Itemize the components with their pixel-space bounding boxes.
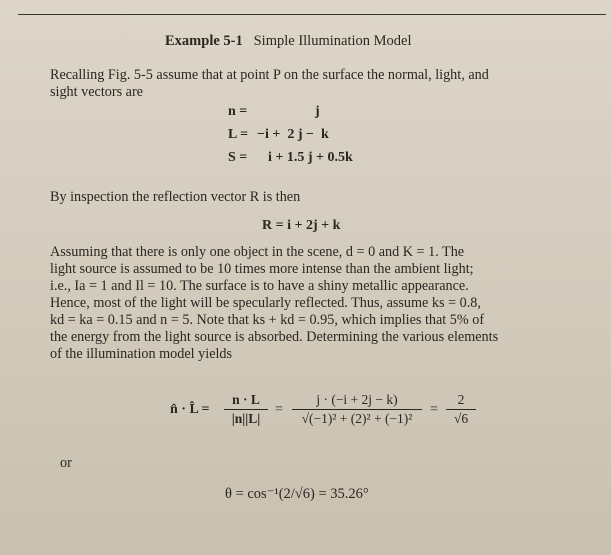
assume-line-1: Assuming that there is only one object in the scene, d = 0 and K = 1. The: [50, 244, 465, 260]
example-title: Simple Illumination Model: [253, 33, 412, 49]
or-label: or: [60, 455, 72, 471]
example-heading: [165, 33, 412, 49]
assume-line-6: the energy from the light source is absorbed. Determining the various elements: [50, 329, 499, 345]
fraction-dot-bar: [292, 409, 422, 410]
assume-line-4: Hence, most of the light will be specularly reflected. Thus, assume ks = 0.8,: [50, 295, 481, 311]
fraction-nL-bar: [224, 409, 268, 410]
vector-S-rhs: i + 1.5 j + 0.5k: [268, 150, 353, 165]
fraction-result: [446, 392, 476, 427]
equals-sign-2: =: [430, 402, 438, 417]
assume-line-2: light source is assumed to be 10 times more intense than the ambient light;: [50, 261, 474, 277]
fraction-dot-numerator: j · (−i + 2j − k): [316, 392, 398, 407]
fraction-result-denominator: √6: [453, 411, 469, 426]
vector-L-rhs: −i + 2 j − k: [257, 127, 329, 142]
assume-line-7: of the illumination model yields: [50, 346, 233, 362]
inspection-text: By inspection the reflection vector R is then: [50, 189, 301, 205]
fraction-nL-denominator: |n||L|: [231, 411, 261, 426]
intro-line-1: Recalling Fig. 5-5 assume that at point P on the surface the normal, light, and: [50, 67, 489, 83]
fraction-result-bar: [446, 409, 476, 410]
intro-line-2: sight vectors are: [50, 84, 143, 100]
equals-sign-1: =: [275, 402, 283, 417]
vector-L-lhs: L =: [228, 127, 249, 142]
vector-S-lhs: S =: [228, 150, 248, 165]
vector-n-lhs: n =: [228, 104, 248, 119]
fraction-result-numerator: 2: [457, 392, 465, 407]
assume-line-5: kd = ka = 0.15 and n = 5. Note that ks + kd = 0.95, which implies that 5% of: [50, 312, 485, 328]
top-rule: [18, 14, 606, 15]
fraction-nL: [224, 392, 268, 427]
fraction-dot-denominator: √(−1)² + (2)² + (−1)²: [301, 411, 413, 426]
assume-line-3: i.e., Ia = 1 and Il = 10. The surface is to have a shiny metallic appearance.: [50, 278, 469, 294]
dot-lhs: n̂ · L̂ =: [170, 402, 210, 417]
example-label: Example 5-1: [165, 33, 243, 49]
fraction-dot: [292, 392, 422, 427]
reflection-equation: R = i + 2j + k: [262, 218, 341, 233]
theta-equation: θ = cos⁻¹(2/√6) = 35.26°: [225, 486, 369, 502]
vector-n-rhs: j: [315, 104, 320, 119]
fraction-nL-numerator: n · L: [232, 392, 260, 407]
